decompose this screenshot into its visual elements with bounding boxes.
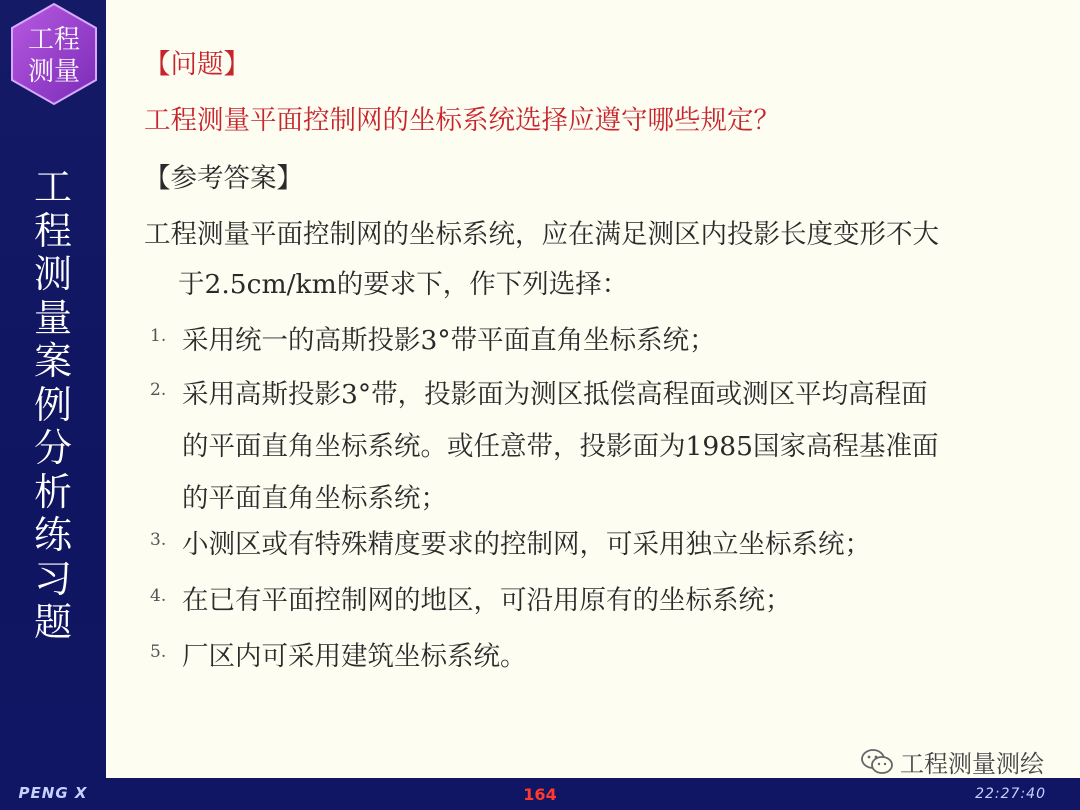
vertical-title-char: 例 — [33, 382, 72, 427]
list-text: 的平面直角坐标系统； — [182, 483, 447, 514]
vertical-title-char: 案 — [33, 339, 72, 383]
logo — [8, 2, 100, 106]
vertical-title-char: 题 — [33, 600, 72, 644]
answer-header: 【参考答案】 — [144, 163, 303, 194]
vertical-title-char: 析 — [33, 469, 72, 514]
author-label: PENG X — [18, 784, 88, 802]
vertical-title-char: 量 — [33, 295, 72, 340]
clock-time: 22:27:40 — [975, 786, 1046, 802]
vertical-title-char: 测 — [33, 252, 72, 296]
vertical-title-char: 练 — [33, 513, 72, 557]
list-text: 的平面直角坐标系统。或任意带，投影面为1985国家高程基准面 — [182, 431, 939, 462]
bottom-bar — [106, 778, 1080, 810]
vertical-title-char: 程 — [33, 208, 72, 253]
answer-intro-line-2: 于2.5cm/km的要求下，作下列选择： — [178, 269, 629, 300]
vertical-title-char: 习 — [33, 556, 72, 601]
list-number: 5. — [150, 642, 167, 662]
list-number: 2. — [150, 380, 167, 400]
watermark — [860, 744, 1044, 779]
vertical-title-char: 工 — [33, 165, 72, 209]
vertical-title-char: 分 — [33, 426, 72, 470]
question-header: 【问题】 — [144, 49, 250, 80]
list-number: 4. — [150, 586, 167, 606]
page-number: 164 — [523, 785, 557, 804]
vertical-title — [0, 166, 106, 645]
list-text: 采用高斯投影3°带，投影面为测区抵偿高程面或测区平均高程面 — [182, 379, 928, 410]
list-text: 厂区内可采用建筑坐标系统。 — [182, 641, 527, 672]
question-text: 工程测量平面控制网的坐标系统选择应遵守哪些规定？ — [144, 105, 780, 136]
watermark-text: 工程测量测绘 — [900, 750, 1044, 778]
sidebar — [0, 0, 106, 810]
logo-text: 工程 测量 — [27, 25, 80, 87]
list-number: 3. — [150, 530, 167, 550]
list-number: 1. — [150, 326, 167, 346]
list-text: 采用统一的高斯投影3°带平面直角坐标系统； — [182, 325, 716, 356]
list-text: 小测区或有特殊精度要求的控制网，可采用独立坐标系统； — [182, 529, 871, 560]
wechat-icon — [860, 748, 894, 776]
answer-intro-line-1: 工程测量平面控制网的坐标系统，应在满足测区内投影长度变形不大 — [144, 219, 939, 250]
list-text: 在已有平面控制网的地区，可沿用原有的坐标系统； — [182, 585, 792, 616]
